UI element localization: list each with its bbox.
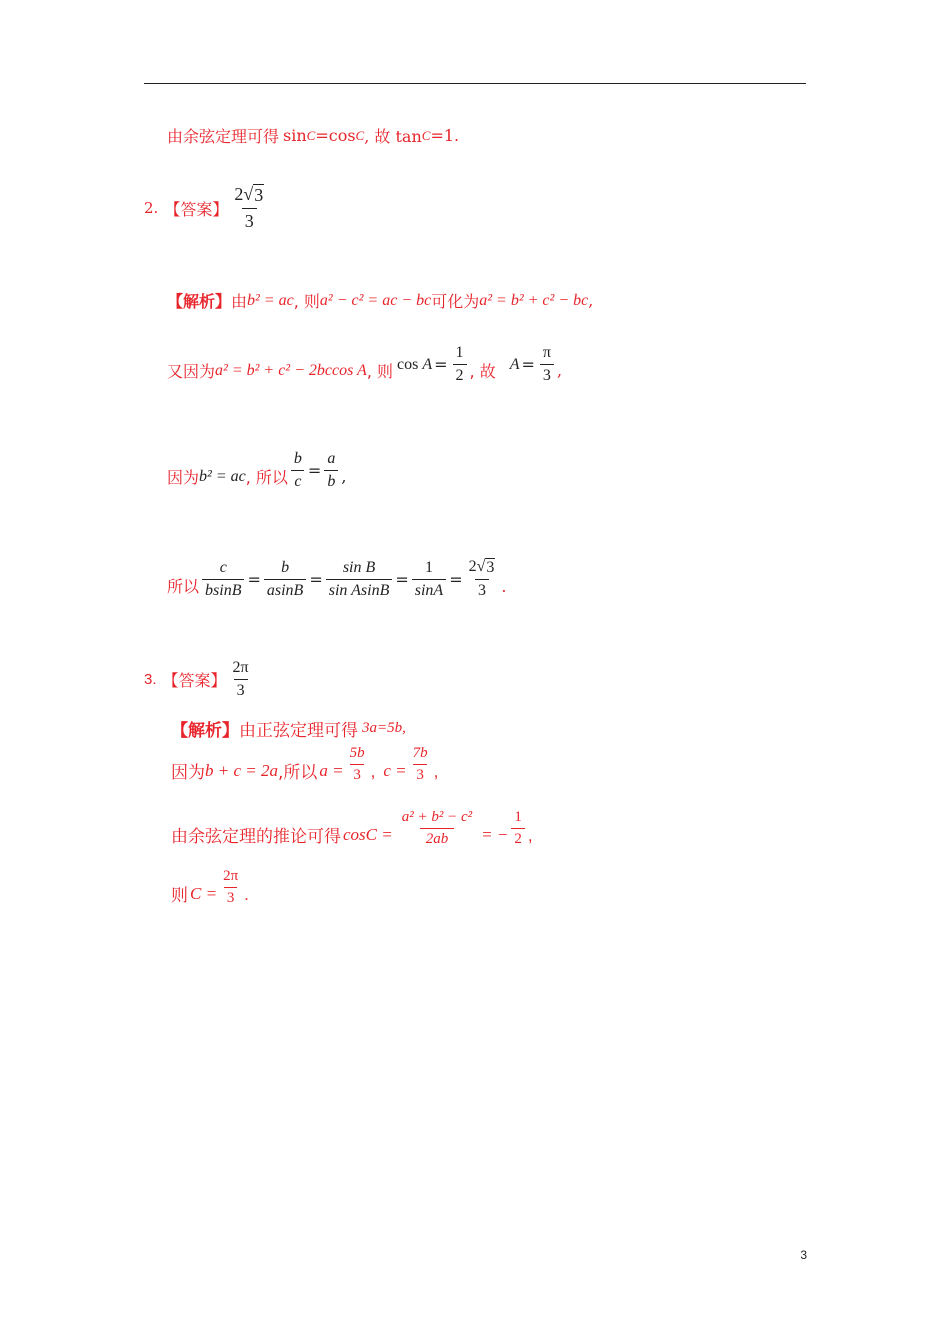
radicand: 3 bbox=[486, 559, 495, 576]
comma: , bbox=[588, 291, 594, 310]
q2-analysis-line-1 bbox=[167, 289, 593, 312]
analysis-text: 由正弦定理可得 bbox=[239, 721, 358, 741]
numerator: a bbox=[327, 450, 336, 467]
text-you: 由 bbox=[231, 292, 248, 311]
numerator: b bbox=[281, 558, 290, 576]
numerator: π bbox=[542, 344, 551, 361]
equation: b² = ac bbox=[199, 467, 246, 485]
period: . bbox=[244, 884, 249, 904]
denominator: 3 bbox=[475, 579, 489, 600]
tan-text: , 故 tan bbox=[364, 127, 422, 146]
numerator: a² + b² − c² bbox=[401, 809, 473, 825]
var-c: C bbox=[306, 127, 316, 143]
fraction bbox=[396, 809, 478, 848]
q3-number: 3. bbox=[144, 671, 157, 688]
q2-analysis-line-4 bbox=[167, 558, 506, 600]
answer-fraction: 2√ 3 3 bbox=[234, 184, 264, 231]
denominator: bsinB bbox=[202, 579, 244, 600]
var-c: C bbox=[421, 127, 431, 143]
fraction bbox=[291, 450, 305, 491]
fraction bbox=[412, 559, 446, 600]
fraction bbox=[202, 559, 244, 600]
eq-minus: = − bbox=[481, 824, 509, 844]
q3-analysis-line-4 bbox=[171, 868, 249, 907]
numerator: 2π bbox=[223, 868, 239, 884]
denominator: b bbox=[324, 470, 338, 491]
text-yinwei: 因为 bbox=[171, 763, 205, 783]
period: . bbox=[501, 576, 507, 596]
q1-conclusion-line bbox=[167, 124, 459, 147]
answer-tag: 【答案】 bbox=[162, 671, 227, 690]
cos-text: cos bbox=[397, 355, 419, 373]
denominator: 2 bbox=[511, 828, 525, 848]
equation: a² − c² = ac − bc bbox=[319, 291, 432, 309]
text-ze: 则 bbox=[171, 886, 188, 906]
q2-analysis-line-2 bbox=[167, 344, 562, 385]
result-text: =1. bbox=[430, 126, 460, 145]
coef: 2 bbox=[468, 558, 477, 575]
page-number: 3 bbox=[800, 1248, 807, 1262]
eq-sign: = bbox=[307, 461, 322, 480]
comma: , bbox=[341, 467, 347, 486]
fraction bbox=[220, 868, 241, 907]
numerator: 5b bbox=[349, 745, 365, 761]
answer-fraction bbox=[230, 659, 252, 700]
header-rule bbox=[144, 83, 806, 84]
denominator: sin AsinB bbox=[326, 579, 393, 600]
radicand: 3 bbox=[254, 185, 264, 205]
equation: a² = b² + c² − 2bccos A bbox=[215, 361, 367, 379]
denominator: 3 bbox=[234, 679, 248, 700]
fraction: 2√ 3 3 bbox=[468, 558, 495, 599]
q1-text: 由余弦定理可得 bbox=[167, 127, 280, 146]
denominator: 3 bbox=[242, 208, 257, 232]
denominator: 3 bbox=[224, 887, 238, 907]
q2-number: 2. bbox=[144, 199, 159, 217]
cos-c-eq: cosC = bbox=[343, 824, 393, 844]
fraction bbox=[511, 809, 525, 848]
cos-text: cos bbox=[328, 126, 356, 145]
eq-sign: = bbox=[309, 569, 323, 589]
q2-analysis-line-3 bbox=[167, 450, 346, 491]
numerator: 1 bbox=[455, 344, 464, 361]
denominator: 3 bbox=[350, 764, 364, 784]
numerator: 1 bbox=[514, 809, 522, 825]
var-a-eq: a = bbox=[319, 760, 344, 780]
answer-tag: 【答案】 bbox=[164, 199, 229, 219]
numerator: b bbox=[293, 450, 302, 467]
numerator: c bbox=[219, 558, 227, 576]
fraction bbox=[326, 559, 393, 600]
fraction bbox=[264, 559, 306, 600]
comma: , bbox=[433, 761, 439, 781]
text-kehua: 可化为 bbox=[431, 292, 480, 311]
denominator: c bbox=[291, 470, 304, 491]
eq-sign: = bbox=[449, 569, 463, 589]
text-suoyi: , 所以 bbox=[245, 468, 288, 487]
denominator: 3 bbox=[413, 764, 427, 784]
eq-sign: = bbox=[315, 126, 329, 145]
q2-answer-line bbox=[144, 184, 270, 232]
comma: , bbox=[527, 825, 533, 845]
fraction bbox=[324, 450, 338, 491]
q3-answer-line bbox=[144, 659, 255, 700]
eq-sign: = bbox=[434, 355, 448, 374]
equation: a² = b² + c² − bc bbox=[479, 291, 589, 309]
fraction bbox=[410, 745, 431, 784]
text-gu: , 故 bbox=[469, 362, 496, 381]
coef: 2 bbox=[234, 184, 244, 204]
var-a: A bbox=[422, 355, 433, 373]
analysis-tag: 【解析】 bbox=[171, 721, 239, 741]
analysis-text: 由余弦定理的推论可得 bbox=[171, 827, 341, 847]
denominator: sinA bbox=[412, 579, 446, 600]
analysis-tag: 【解析】 bbox=[167, 292, 232, 311]
sin-text: sin bbox=[283, 126, 307, 145]
eq-sign: = bbox=[395, 569, 409, 589]
equation: b + c = 2a bbox=[205, 760, 278, 780]
eq-sign: = bbox=[521, 355, 535, 374]
denominator: 3 bbox=[540, 364, 554, 385]
comma: , bbox=[370, 761, 376, 781]
denominator: 2 bbox=[453, 364, 467, 385]
numerator: 1 bbox=[424, 558, 433, 576]
var-c: C bbox=[355, 127, 365, 143]
equation: 3a=5b, bbox=[362, 720, 406, 736]
text-youyinwei: 又因为 bbox=[167, 362, 216, 381]
q3-analysis-line-3 bbox=[171, 809, 533, 848]
text-yinwei: 因为 bbox=[167, 468, 200, 487]
fraction bbox=[347, 745, 368, 784]
denominator: asinB bbox=[264, 579, 306, 600]
comma: , bbox=[556, 361, 563, 380]
numerator: 2π bbox=[232, 659, 249, 676]
text-suoyi: ,所以 bbox=[278, 763, 318, 783]
fraction bbox=[453, 344, 467, 385]
eq-sign: = bbox=[247, 569, 261, 589]
text-ze: , 则 bbox=[366, 362, 393, 381]
q3-analysis-line-2 bbox=[171, 745, 438, 784]
equation: b² = ac bbox=[247, 291, 294, 309]
numerator: sin B bbox=[342, 558, 376, 576]
numerator: 7b bbox=[412, 745, 428, 761]
fraction bbox=[540, 344, 554, 385]
text-ze: , 则 bbox=[293, 292, 320, 311]
denominator: 2ab bbox=[420, 828, 455, 848]
q3-analysis-line-1 bbox=[171, 716, 406, 741]
var-c-eq: c = bbox=[383, 760, 407, 780]
var-c-eq: C = bbox=[190, 883, 218, 903]
var-a: A bbox=[509, 355, 520, 373]
text-suoyi: 所以 bbox=[167, 576, 200, 596]
